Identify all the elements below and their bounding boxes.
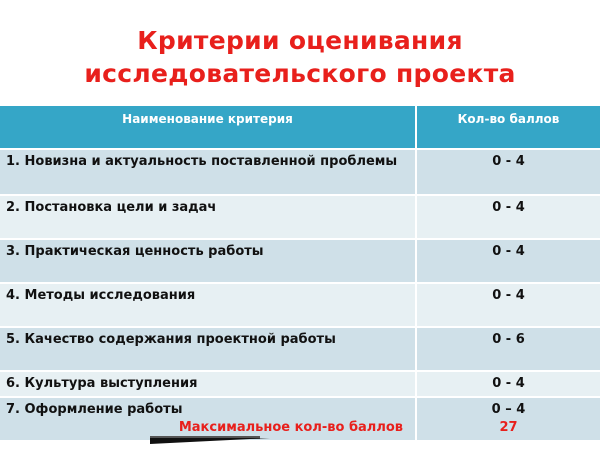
decorative-arrow-icon <box>150 438 270 444</box>
points-cell: 0 - 4 <box>492 288 525 303</box>
points-text: 0 – 4 <box>491 402 526 417</box>
header-criterion: Наименование критерия <box>0 106 417 148</box>
table-row <box>0 284 600 328</box>
criterion-cell: 5. Качество содержания проектной работы <box>0 328 417 370</box>
criterion-cell: 2. Постановка цели и задач <box>0 196 417 238</box>
points-cell: 0 - 4 <box>492 154 525 169</box>
table-header-row <box>0 106 600 150</box>
points-cell: 0 - 6 <box>492 332 525 347</box>
table-row <box>0 328 600 372</box>
points-cell <box>417 398 600 440</box>
criterion-cell: 1. Новизна и актуальность поставленной проблемы <box>0 150 417 194</box>
table-row <box>0 196 600 240</box>
points-cell: 0 - 4 <box>492 376 525 391</box>
table-row <box>0 240 600 284</box>
total-label: Максимальное кол-во баллов <box>178 420 403 435</box>
criteria-table <box>0 106 600 442</box>
criterion-cell: 3. Практическая ценность работы <box>0 240 417 282</box>
header-points: Кол-во баллов <box>457 112 560 126</box>
table-row <box>0 398 600 442</box>
criterion-cell: 6. Культура выступления <box>0 372 417 396</box>
criterion-text: 7. Оформление работы <box>6 402 183 417</box>
criterion-cell: 4. Методы исследования <box>0 284 417 326</box>
table-row <box>0 150 600 196</box>
title-line-2: исследовательского проекта <box>84 59 516 88</box>
title-line-1: Критерии оценивания <box>137 26 463 55</box>
total-value: 27 <box>499 420 518 435</box>
table-row <box>0 372 600 398</box>
points-cell: 0 - 4 <box>492 244 525 259</box>
slide-title <box>0 24 600 90</box>
points-cell: 0 - 4 <box>492 200 525 215</box>
criterion-cell <box>0 398 417 440</box>
